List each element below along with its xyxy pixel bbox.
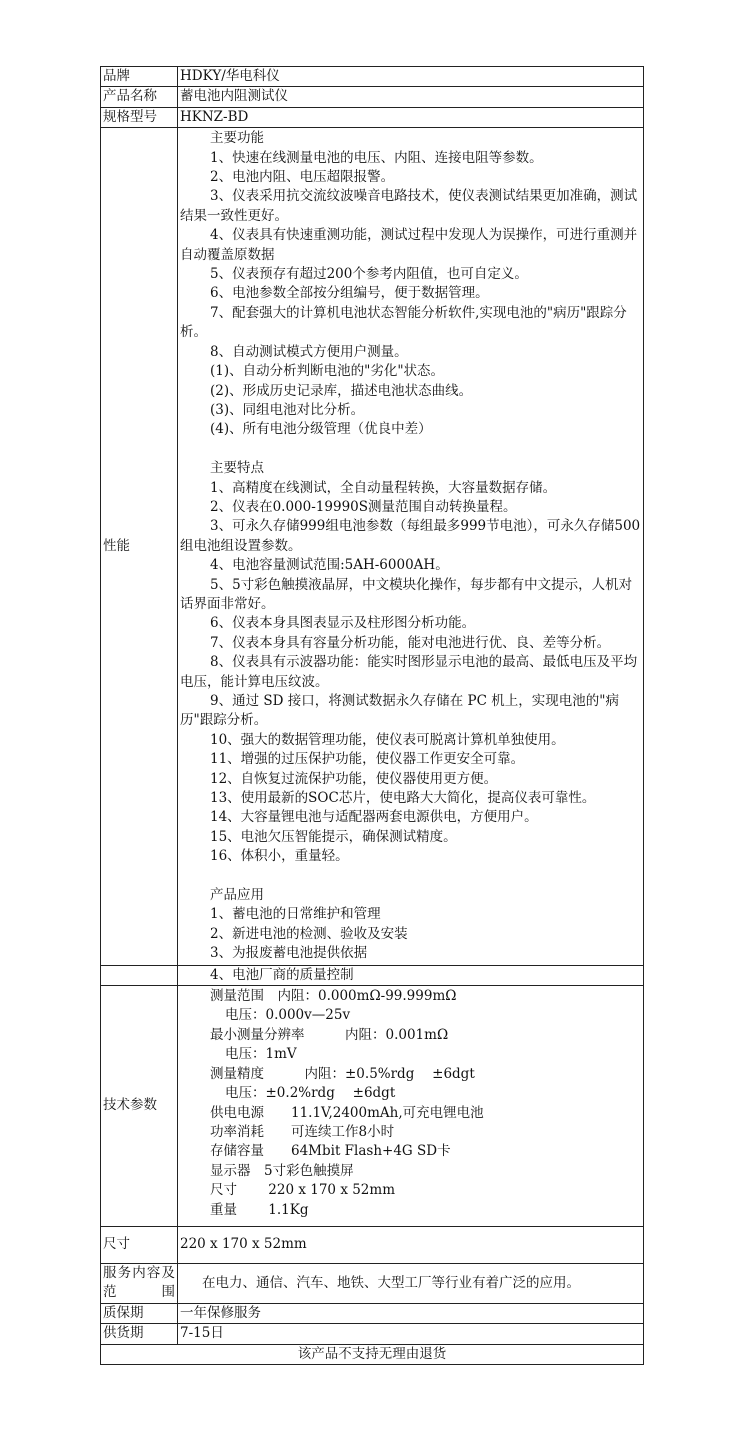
tech-line: 最小测量分辨率 内阻：0.001mΩ [210, 1026, 449, 1043]
continuation-label [101, 965, 178, 985]
function-item: 7、配套强大的计算机电池状态智能分析软件,实现电池的"病历"跟踪分析。 [180, 304, 627, 341]
application-item: 3、为报废蓄电池提供依据 [210, 945, 368, 962]
tech-line: 电压：±0.2%rdg ±6dgt [225, 1085, 396, 1102]
size-value: 220 x 170 x 52mm [178, 1226, 644, 1263]
feature-item: 8、仪表具有示波器功能：能实时图形显示电池的最高、最低电压及平均电压，能计算电压纹波。 [180, 654, 638, 690]
performance-content [178, 128, 644, 965]
feature-item: 10、强大的数据管理功能，使仪表可脱离计算机单独使用。 [210, 731, 565, 748]
feature-item: 12、自恢复过流保护功能，使仪器使用更方便。 [210, 770, 498, 787]
spec-table [100, 66, 644, 1365]
feature-item: 7、仪表本身具有容量分析功能，能对电池进行优、良、差等分析。 [210, 634, 611, 651]
product-name-label: 产品名称 [101, 87, 178, 107]
tech-line: 功率消耗 可连续工作8小时 [210, 1123, 395, 1140]
tech-line: 测量精度 内阻：±0.5%rdg ±6dgt [210, 1065, 475, 1082]
warranty-label: 质保期 [101, 1303, 178, 1323]
row-performance [101, 128, 644, 965]
feature-item: 6、仪表本身具图表显示及柱形图分析功能。 [210, 615, 476, 632]
row-delivery [101, 1324, 644, 1344]
row-product-name [101, 87, 644, 107]
warranty-value: 一年保修服务 [178, 1303, 644, 1323]
product-name-value: 蓄电池内阻测试仪 [178, 87, 644, 107]
features-list [180, 479, 641, 867]
service-label: 服务内容及范围 [101, 1263, 178, 1303]
function-subitem: (4)、所有电池分级管理（优良中差） [210, 421, 432, 438]
return-policy-note: 该产品不支持无理由退货 [101, 1344, 644, 1364]
feature-item: 3、可永久存储999组电池参数（每组最多999节电池），可永久存储500组电池组设置参数。 [180, 518, 641, 554]
feature-item: 11、增强的过压保护功能，使仪器工作更安全可靠。 [210, 751, 525, 768]
feature-item: 9、通过 SD 接口，将测试数据永久存储在 PC 机上，实现电池的"病历"跟踪分析。 [180, 692, 619, 729]
row-brand [101, 67, 644, 87]
continuation-content [178, 965, 644, 985]
application-item: 4、电池厂商的质量控制 [210, 966, 354, 983]
model-value: HKNZ-BD [178, 107, 644, 127]
function-subitem: (2)、形成历史记录库，描述电池状态曲线。 [210, 382, 473, 399]
feature-item: 1、高精度在线测试，全自动量程转换，大容量数据存储。 [210, 479, 557, 496]
function-item: 3、仪表采用抗交流纹波噪音电路技术，使仪表测试结果更加准确，测试结果一致性更好。 [180, 188, 638, 224]
tech-line: 电压：1mV [225, 1046, 297, 1063]
function-item: 6、电池参数全部按分组编号，便于数据管理。 [210, 285, 489, 302]
tech-line: 测量范围 内阻：0.000mΩ-99.999mΩ [210, 988, 457, 1005]
service-value: 在电力、通信、汽车、地铁、大型工厂等行业有着广泛的应用。 [178, 1263, 644, 1303]
feature-item: 13、使用最新的SOC芯片，使电路大大简化，提高仪表可靠性。 [210, 790, 596, 807]
function-subitem: (3)、同组电池对比分析。 [210, 401, 365, 418]
feature-item: 5、5寸彩色触摸液晶屏，中文模块化操作，每步都有中文提示，人机对话界面非常好。 [180, 576, 633, 612]
applications-list [180, 905, 641, 963]
function-item: 1、快速在线测量电池的电压、内阻、连接电阻等参数。 [210, 149, 543, 166]
function-item: 8、自动测试模式方便用户测量。 [210, 343, 408, 360]
function-item: 2、电池内阻、电压超限报警。 [210, 169, 395, 186]
function-item: 4、仪表具有快速重测功能，测试过程中发现人为误操作，可进行重测并自动覆盖原数据 [180, 227, 638, 263]
applications-title: 产品应用 [210, 887, 264, 904]
row-size [101, 1226, 644, 1263]
feature-item: 16、体积小，重量轻。 [210, 848, 349, 865]
application-item: 2、新进电池的检测、验收及安装 [210, 925, 408, 942]
feature-item: 15、电池欠压智能提示，确保测试精度。 [210, 828, 457, 845]
delivery-value: 7-15日 [178, 1324, 644, 1344]
model-label: 规格型号 [101, 107, 178, 127]
performance-label: 性能 [101, 128, 178, 965]
row-tech [101, 986, 644, 1227]
feature-item: 2、仪表在0.000-19990S测量范围自动转换量程。 [210, 498, 517, 515]
brand-value: HDKY/华电科仪 [178, 67, 644, 87]
row-footer [101, 1344, 644, 1364]
delivery-label: 供货期 [101, 1324, 178, 1344]
tech-line: 尺寸 220 x 170 x 52mm [210, 1182, 395, 1199]
application-item: 1、蓄电池的日常维护和管理 [210, 906, 381, 923]
tech-label: 技术参数 [101, 986, 178, 1227]
tech-line: 存储容量 64Mbit Flash+4G SD卡 [210, 1143, 451, 1160]
tech-line: 重量 1.1Kg [210, 1201, 309, 1218]
row-warranty [101, 1303, 644, 1323]
function-item: 5、仪表预存有超过200个参考内阻值，也可自定义。 [210, 266, 528, 283]
row-model [101, 107, 644, 127]
functions-title: 主要功能 [210, 130, 264, 147]
tech-content [178, 986, 644, 1227]
feature-item: 4、电池容量测试范围:5AH-6000AH。 [210, 557, 449, 574]
tech-line: 电压：0.000v—25v [225, 1007, 351, 1024]
brand-label: 品牌 [101, 67, 178, 87]
function-subitem: (1)、自动分析判断电池的"劣化"状态。 [210, 363, 445, 380]
tech-line: 供电电源 11.1V,2400mAh,可充电锂电池 [210, 1104, 484, 1121]
features-title: 主要特点 [210, 460, 264, 477]
tech-line: 显示器 5寸彩色触摸屏 [210, 1162, 354, 1179]
feature-item: 14、大容量锂电池与适配器两套电源供电，方便用户。 [210, 809, 538, 826]
row-continuation [101, 965, 644, 985]
functions-list [180, 149, 641, 440]
row-service [101, 1263, 644, 1303]
size-label: 尺寸 [101, 1226, 178, 1263]
